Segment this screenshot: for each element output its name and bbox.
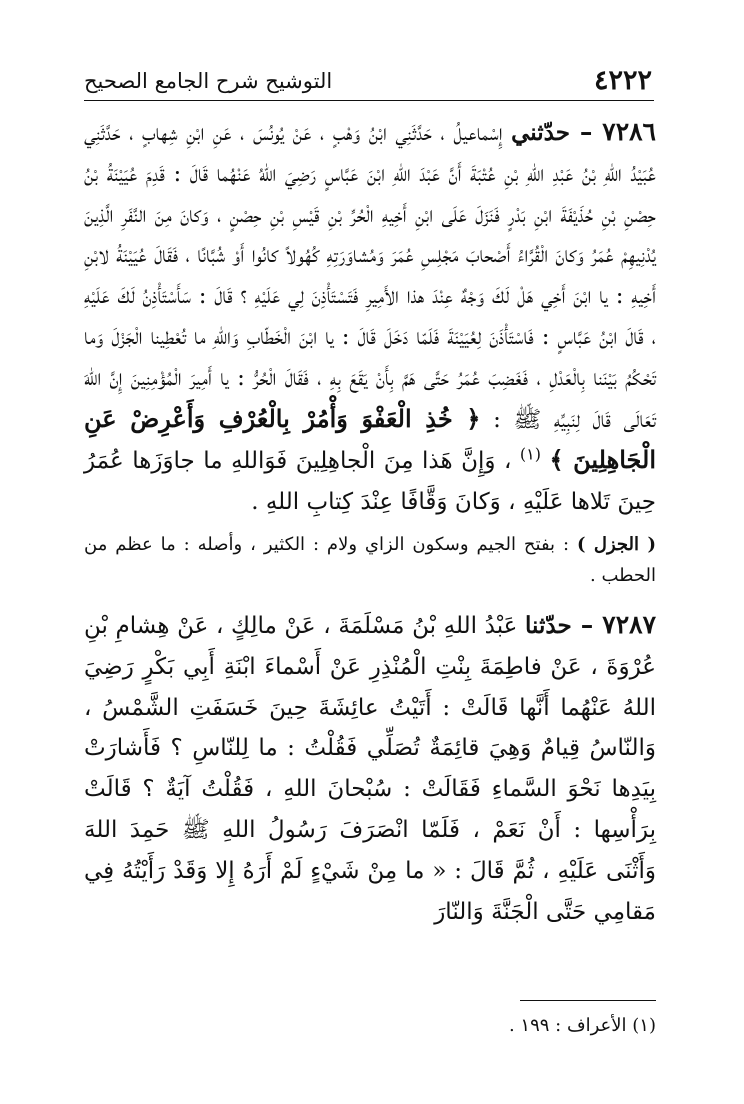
page-header: [84, 58, 652, 98]
page-body: [84, 112, 656, 932]
narration-keyword: حدّثني: [511, 119, 570, 146]
hadith-text-continued: ، وَإِنَّ هَذا مِنَ الْجاهِلِينَ فَوَاللهِ ما جاوَزَها عُمَرُ حِينَ تَلاها عَلَيْهِ ، وَكانَ وَقَّافًا عِنْدَ كِتابِ اللهِ .: [84, 448, 656, 516]
hadith-number: ٧٢٨٧: [602, 609, 656, 639]
hadith-dash: –: [571, 609, 603, 639]
header-rule: [84, 100, 654, 101]
hadith-text: عَبْدُ اللهِ بْنُ مَسْلَمَةَ ، عَنْ مالِكٍ ، عَنْ هِشامِ بْنِ عُرْوَةَ ، عَنْ فاطِمَةَ بِنْتِ الْمُنْذِرِ عَنْ أَسْماءَ ابْنَةِ أَبِي بَكْرٍ رَضِيَ اللهُ عَنْهُما أَنَّها قَالَتْ : أَتَيْتُ عائِشَةَ حِينَ خَسَفَتِ الشَّمْسُ ، وَالنّاسُ قِيامٌ وَهِيَ قائِمَةٌ تُصَلِّي فَقُلْتُ : ما لِلنّاسِ ؟ فَأَشارَتْ بِيَدِها نَحْوَ السَّماءِ فَقَالَتْ : سُبْحانَ اللهِ ، فَقُلْتُ آيَةٌ ؟ قَالَتْ بِرَأْسِها : أَنْ نَعَمْ ، فَلَمّا انْصَرَفَ رَسُولُ اللهِ ﷺ حَمِدَ اللهَ وَأَثْنَى عَلَيْهِ ، ثُمَّ قَالَ : « ما مِنْ شَيْءٍ لَمْ أَرَهُ إِلا وَقَدْ رَأَيْتُهُ فِي مَقامِي حَتَّى الْجَنَّةَ وَالنّارَ: [84, 612, 656, 925]
hadith-text: إِسْماعيلُ ، حَدَّثَنِي ابْنُ وَهْبٍ ، عَنْ يُونُسَ ، عَنِ ابْنِ شِهابٍ ، حَدَّثَنِي عُبَيْدُ اللهِ بْنُ عَبْدِ اللهِ بْنِ عُتْبَةَ أَنَّ عَبْدَ اللهِ ابْنَ عَبَّاسٍ رَضِيَ اللهُ عَنْهُما قَالَ : قَدِمَ عُيَيْنَةُ بْنُ حِصْنِ بْنِ حُذَيْفَةَ ابْنِ بَدْرٍ فَنَزَلَ عَلَى ابْنِ أَخِيهِ الْحُرِّ بْنِ قَيْسِ بْنِ حِصْنٍ ، وَكانَ مِنَ النَّفَرِ الَّذِينَ يُدْنِيهِمْ عُمَرُ وَكانَ الْقُرَّاءُ أَصْحابَ مَجْلِسِ عُمَرَ وَمُشاوَرَتِهِ كُهُولاً كانُوا أَوْ شُبَّانًا ، فَقَالَ عُيَيْنَةُ لابْنِ أَخِيهِ : يا ابْنَ أَخِي هَلْ لَكَ وَجْهٌ عِنْدَ هذا الأَمِيرِ فَتَسْتَأْذِنَ لِي عَلَيْهِ ؟ قَالَ : سَأَسْتَأْذِنُ لَكَ عَلَيْهِ ، قَالَ ابْنُ عَبَّاسٍ : فَاسْتَأْذَنَ لِعُيَيْنَةَ فَلَمّا دَخَلَ قَالَ : يا ابْنَ الْخَطّابِ وَاللهِ ما تُعْطِينا الْجَزْلَ وَما تَحْكُمُ بَيْنَنا بِالْعَدْلِ ، فَغَضِبَ عُمَرُ حَتَّى هَمَّ بِأَنْ يَقَعَ بِهِ ، فَقَالَ الْحُرُّ : يا أَمِيرَ الْمُؤْمِنِينَ إِنَّ اللهَ تَعَالَى قَالَ لِنَبِيِّهِ ﷺ :: [84, 120, 656, 433]
hadith-7286: [84, 112, 656, 523]
running-title: التوشيح شرح الجامع الصحيح: [84, 69, 333, 93]
note-term: ( الجزل ): [576, 533, 656, 555]
explanatory-note: [84, 529, 656, 591]
hadith-7287: [84, 605, 656, 932]
hadith-dash: –: [569, 117, 603, 146]
quran-verse: ﴿ خُذِ الْعَفْوَ وَأْمُرْ بِالْعُرْفِ وَأَعْرِضْ عَنِ الْجَاهِلِينَ ﴾: [84, 403, 657, 475]
note-text: : بفتح الجيم وسكون الزاي ولام : الكثير ، وأصله : ما عظم من الحطب .: [84, 533, 656, 586]
page-number: ٤٢٢٢: [593, 65, 652, 96]
narration-keyword: حدّثنا: [525, 611, 572, 639]
footnote-rule: [520, 1000, 656, 1001]
footnote-marker: (١): [519, 444, 542, 464]
hadith-number: ٧٢٨٦: [602, 117, 656, 146]
footnote: (١) الأعراف : ١٩٩ .: [508, 1015, 656, 1036]
